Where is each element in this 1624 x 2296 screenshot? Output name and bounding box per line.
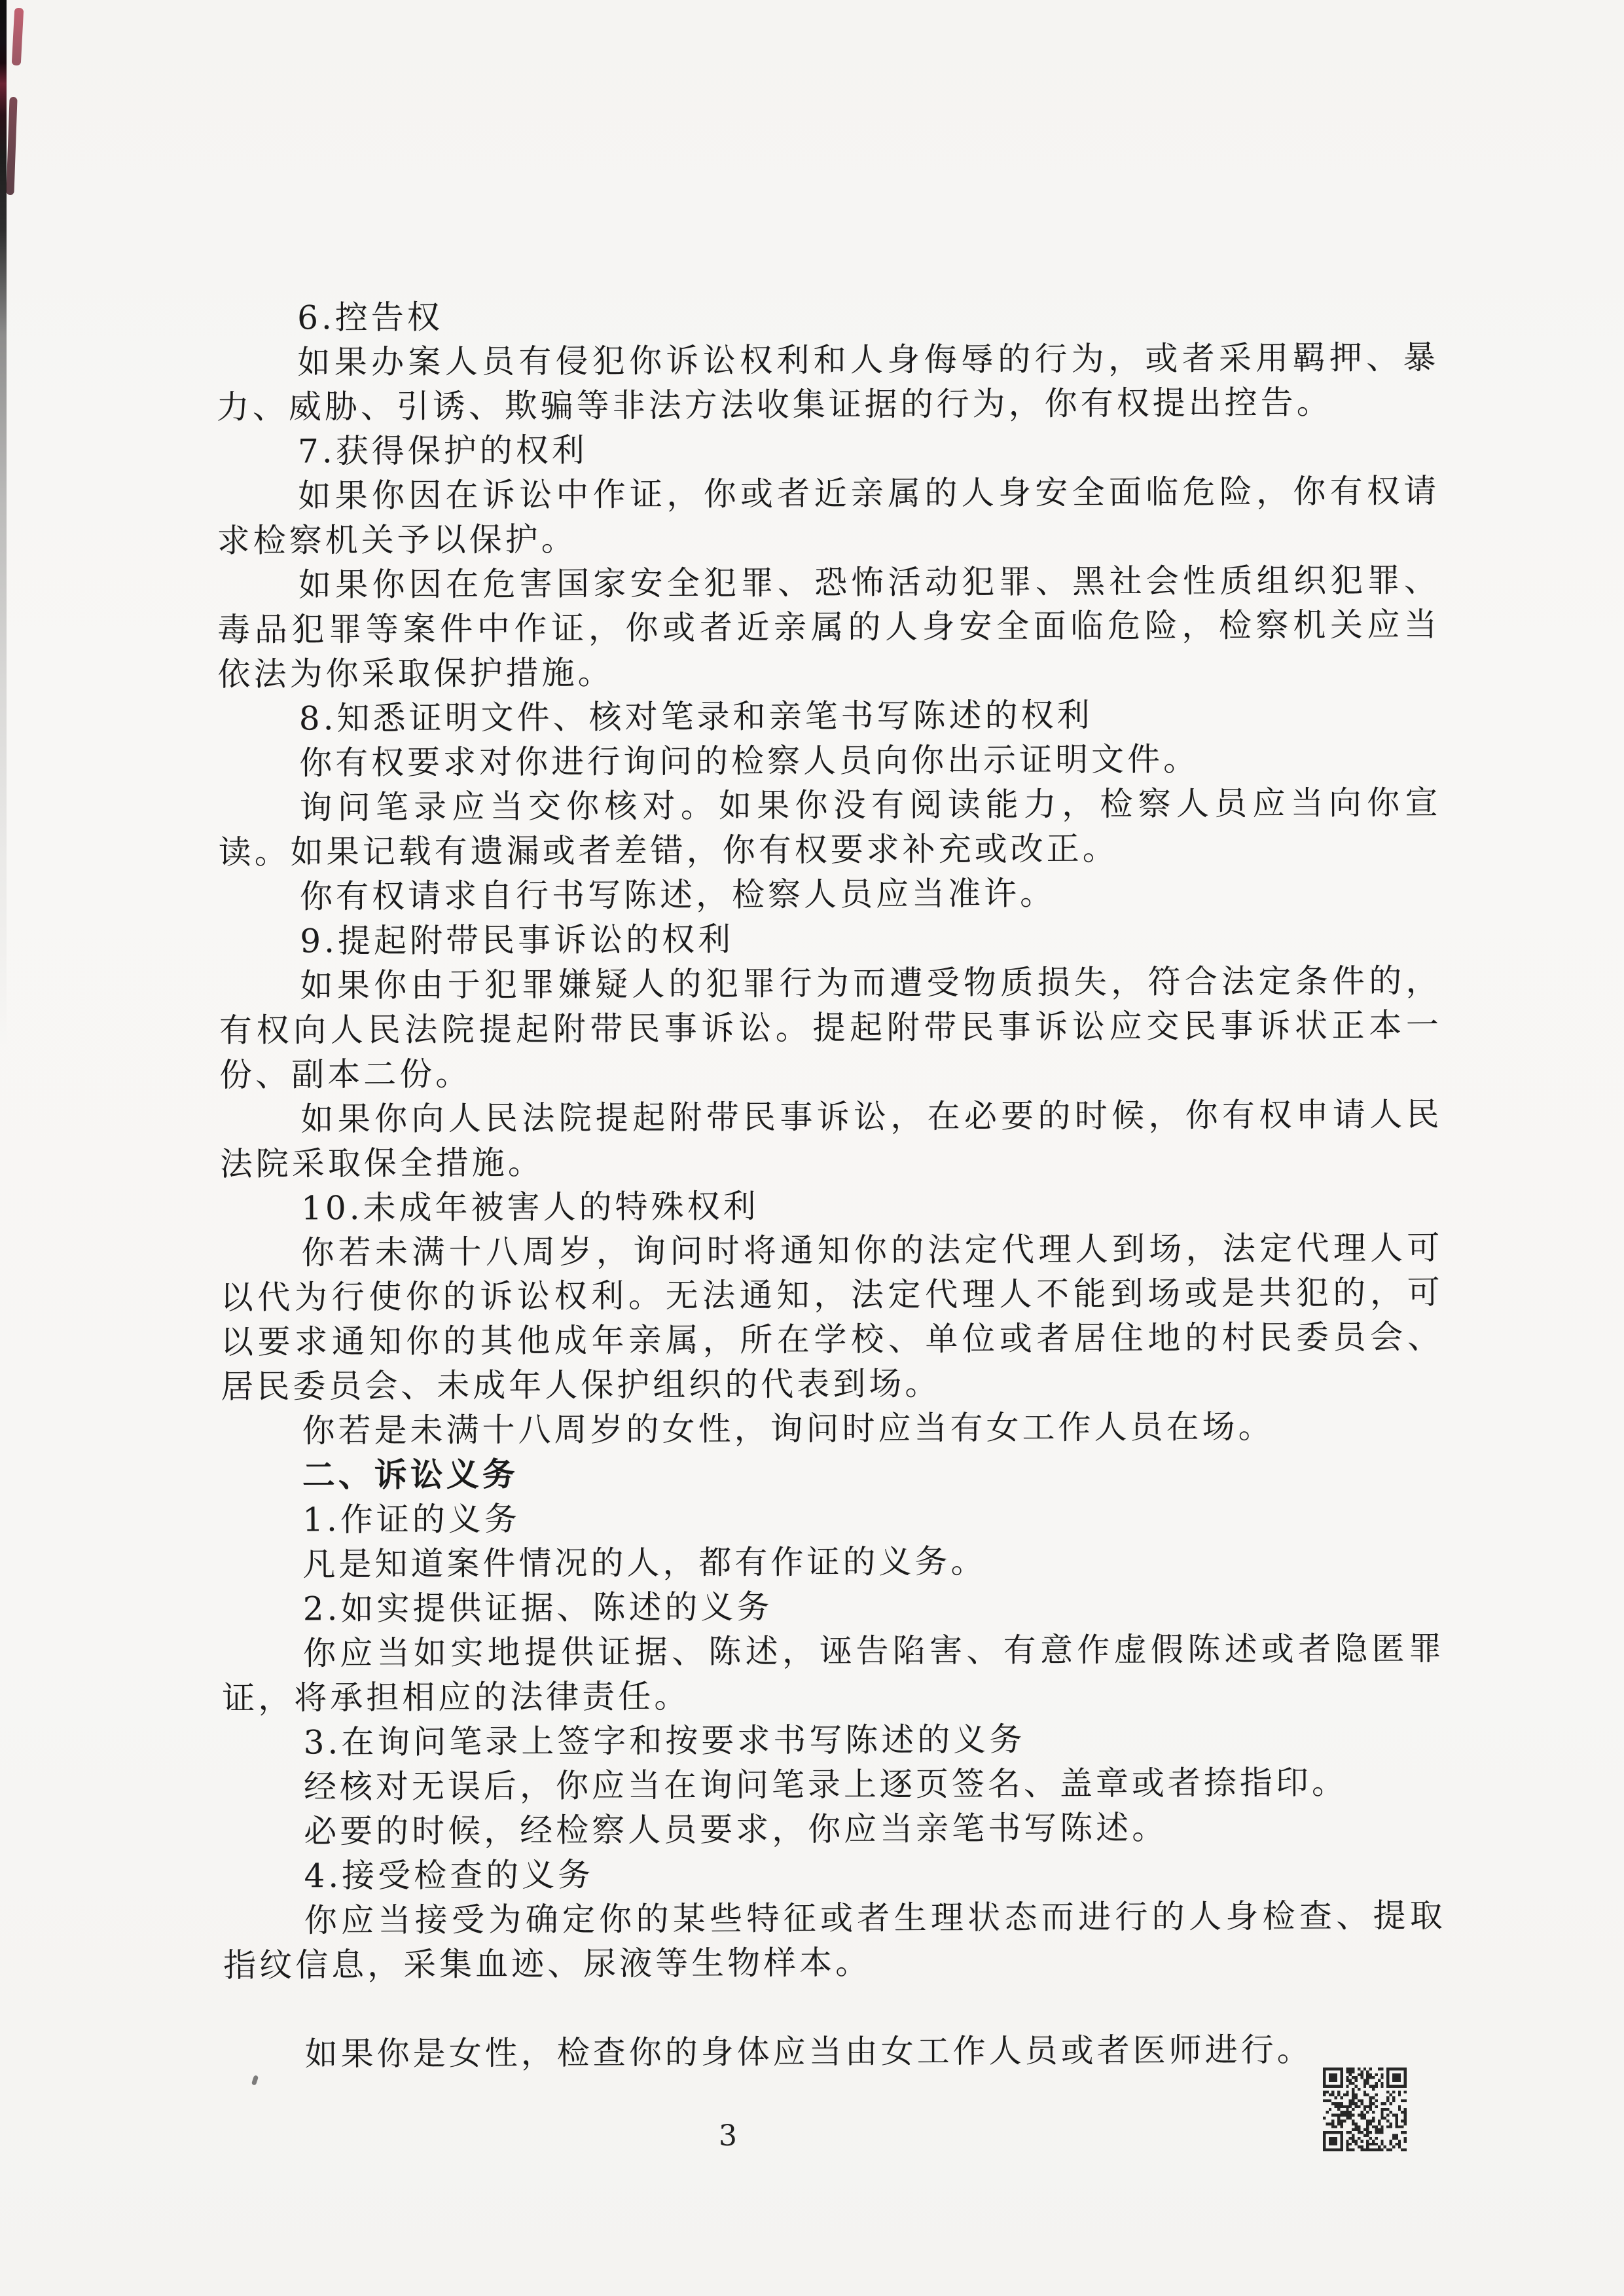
paragraph: 你应当如实地提供证据、陈述，诬告陷害、有意作虚假陈述或者隐匿罪证，将承担相应的法律责任。 xyxy=(222,1629,1445,1717)
paragraph: 必要的时候，经检察人员要求，你应当亲笔书写陈述。 xyxy=(304,1808,1168,1851)
item-heading: 10.未成年被害人的特殊权利 xyxy=(300,1187,759,1228)
paragraph: 你若是未满十八周岁的女性，询问时应当有女工作人员在场。 xyxy=(302,1407,1274,1450)
blank-line xyxy=(223,1982,1446,2032)
item-heading: 6.控告权 xyxy=(297,298,443,337)
paragraph: 经核对无误后，你应当在询问笔录上逐页签名、盖章或者捺指印。 xyxy=(303,1763,1348,1806)
red-ink-mark xyxy=(6,97,17,195)
paragraph: 询问笔录应当交你核对。如果你没有阅读能力，检察人员应当向你宣读。如果记载有遗漏或者差错，你有权要求补充或改正。 xyxy=(218,783,1441,871)
item-heading: 1.作证的义务 xyxy=(302,1499,521,1539)
paragraph: 你若未满十八周岁，询问时将通知你的法定代理人到场，法定代理人可以代为行使你的诉讼权利。无法通知，法定代理人不能到场或是共犯的，可以要求通知你的其他成年亲属，所在学校、单位或者居住地的村民委员会、居民委员会、未成年人保护组织的代表到场。 xyxy=(220,1228,1444,1406)
item-heading: 9.提起附带民事诉讼的权利 xyxy=(300,920,734,960)
item-heading: 3.在询问笔录上签字和按要求书写陈述的义务 xyxy=(303,1720,1026,1762)
page-number: 3 xyxy=(719,2119,737,2153)
paragraph: 如果你是女性，检查你的身体应当由女工作人员或者医师进行。 xyxy=(304,2030,1313,2073)
scan-edge-artifact xyxy=(0,0,7,1048)
paragraph: 如果你由于犯罪嫌疑人的犯罪行为而遭受物质损失，符合法定条件的，有权向人民法院提起附带民事诉讼。提起附带民事诉讼应交民事诉状正本一份、副本二份。 xyxy=(219,961,1443,1094)
qr-code-icon xyxy=(1323,2068,1407,2151)
paragraph: 如果你因在诉讼中作证，你或者近亲属的人身安全面临危险，你有权请求检察机关予以保护。 xyxy=(217,471,1440,560)
document-body xyxy=(216,291,1447,2077)
paragraph: 如果你向人民法院提起附带民事诉讼，在必要的时候，你有权申请人民法院采取保全措施。 xyxy=(219,1095,1443,1183)
paragraph: 如果你因在危害国家安全犯罪、恐怖活动犯罪、黑社会性质组织犯罪、毒品犯罪等案件中作证，你或者近亲属的人身安全面临危险，检察机关应当依法为你采取保护措施。 xyxy=(217,560,1441,693)
paragraph: 你有权请求自行书写陈述，检察人员应当准许。 xyxy=(299,874,1056,916)
paragraph: 你有权要求对你进行询问的检察人员向你出示证明文件。 xyxy=(298,740,1200,782)
item-heading: 8.知悉证明文件、核对笔录和亲笔书写陈述的权利 xyxy=(298,696,1093,738)
item-heading: 4.接受检查的义务 xyxy=(304,1855,594,1895)
paragraph: 凡是知道案件情况的人，都有作证的义务。 xyxy=(302,1542,987,1584)
paragraph: 如果办案人员有侵犯你诉讼权利和人身侮辱的行为，或者采用羁押、暴力、威胁、引诱、欺骗等非法方法收集证据的行为，你有权提出控告。 xyxy=(216,338,1439,426)
item-heading: 2.如实提供证据、陈述的义务 xyxy=(302,1588,773,1628)
section-heading: 二、诉讼义务 xyxy=(302,1455,518,1495)
red-ink-mark xyxy=(12,8,24,66)
item-heading: 7.获得保护的权利 xyxy=(297,431,588,471)
paragraph: 你应当接受为确定你的某些特征或者生理状态而进行的人身检查、提取指纹信息，采集血迹、尿液等生物样本。 xyxy=(223,1896,1446,1984)
